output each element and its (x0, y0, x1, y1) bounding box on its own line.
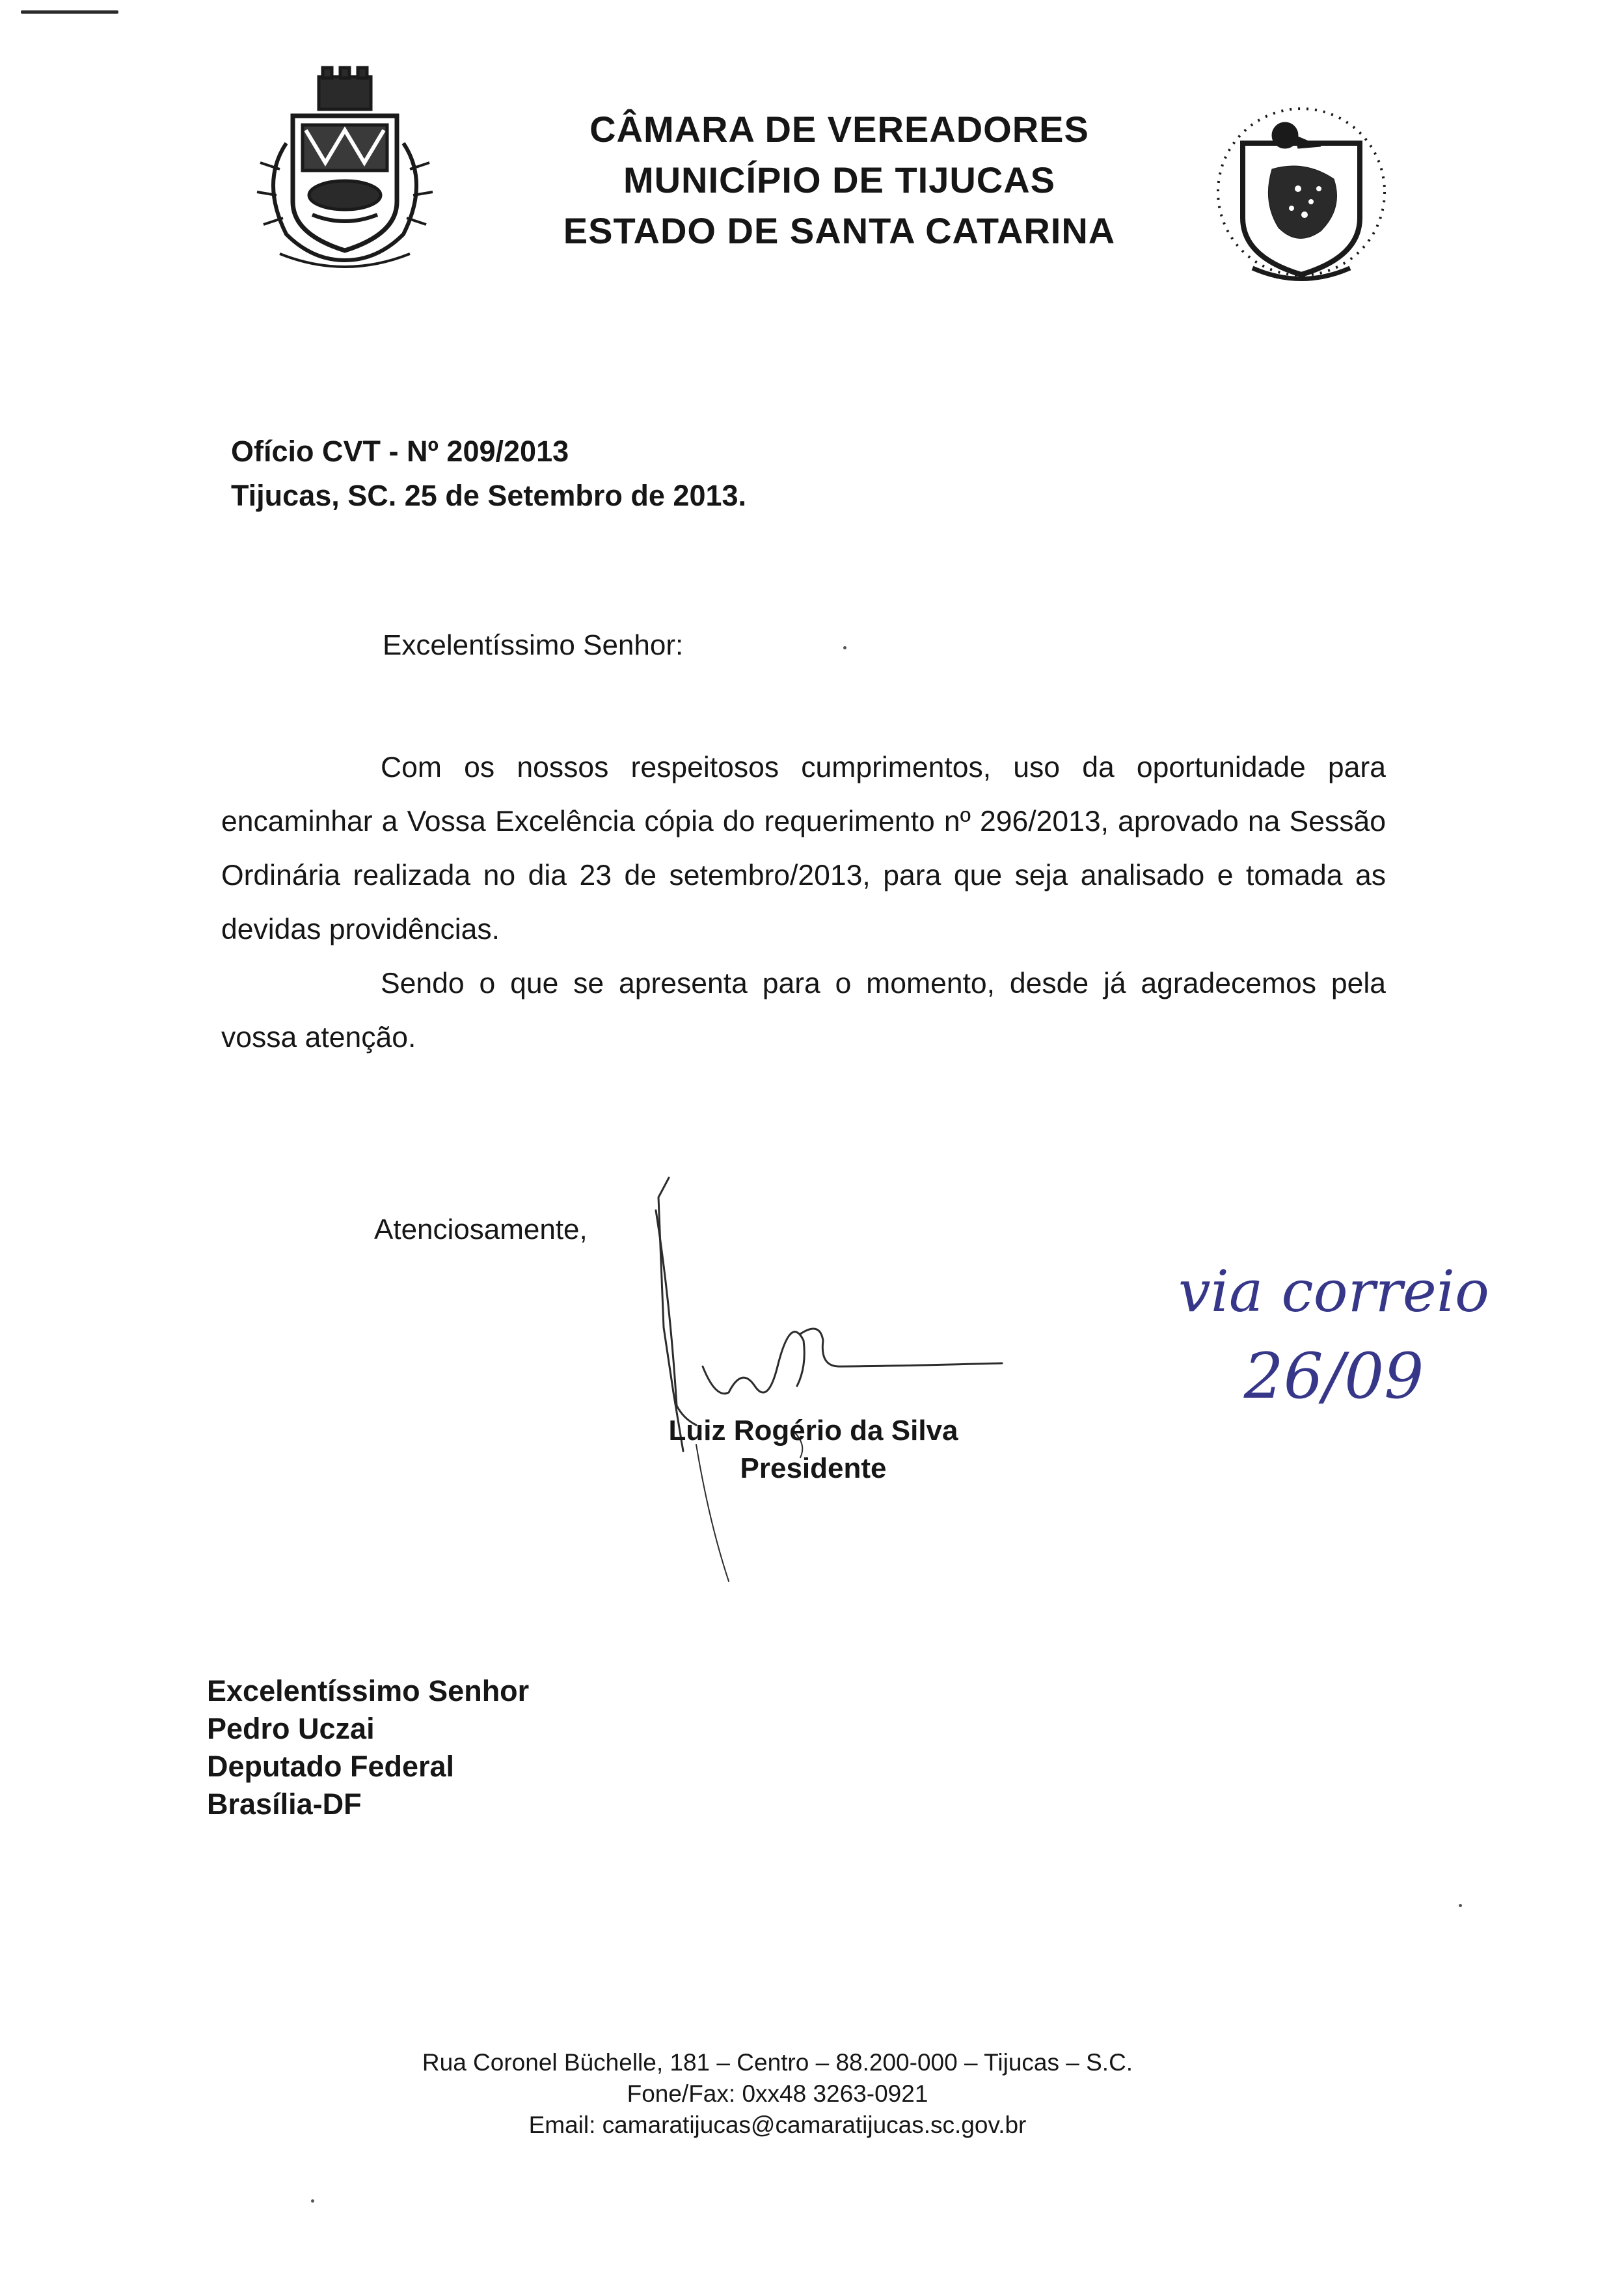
footer-phone: Fone/Fax: 0xx48 3263-0921 (627, 2080, 928, 2107)
addressee-line-2: Pedro Uczai (207, 1712, 375, 1745)
letterhead-line-3: ESTADO DE SANTA CATARINA (563, 210, 1116, 251)
footer-email: Email: camaratijucas@camaratijucas.sc.gov.br (528, 2112, 1027, 2138)
body-paragraph-1: Com os nossos respeitosos cumprimentos, uso da oportunidade para encaminhar a Vossa Excelência cópia do requerimento nº 296/2013, aprovado na Sessão Ordinária realizada no dia 23 de setembro/2013, para que seja analisado e tomada as devidas providências. (221, 752, 1386, 945)
letterhead-line-2: MUNICÍPIO DE TIJUCAS (623, 159, 1056, 200)
reference-block (231, 429, 746, 518)
letterhead-title (494, 104, 1184, 256)
closing: Atenciosamente, (374, 1214, 588, 1245)
salutation: Excelentíssimo Senhor: (383, 629, 684, 661)
footer (338, 2047, 1217, 2141)
signer-block (586, 1412, 1041, 1487)
scan-artifact (21, 10, 118, 14)
signer-name: Luiz Rogério da Silva (668, 1415, 958, 1447)
scan-speck (311, 2199, 314, 2203)
footer-address: Rua Coronel Büchelle, 181 – Centro – 88.200-000 – Tijucas – S.C. (422, 2049, 1133, 2076)
body-paragraph-2: Sendo o que se apresenta para o momento, desde já agradecemos pela vossa atenção. (221, 968, 1386, 1053)
handwritten-note-line-1: via correio (1178, 1258, 1489, 1325)
letterhead-line-1: CÂMARA DE VEREADORES (589, 109, 1089, 150)
legislative-seal-icon (1207, 98, 1396, 293)
handwritten-note-line-2: 26/09 (1243, 1340, 1424, 1413)
addressee-block (207, 1672, 529, 1823)
signer-title: Presidente (740, 1452, 887, 1484)
signature-icon (644, 1171, 1035, 1588)
addressee-line-4: Brasília-DF (207, 1787, 362, 1821)
addressee-line-1: Excelentíssimo Senhor (207, 1674, 530, 1707)
letter-body (221, 740, 1386, 1065)
handwritten-note (1152, 1253, 1516, 1467)
scan-speck (1459, 1904, 1462, 1907)
addressee-line-3: Deputado Federal (207, 1750, 455, 1783)
municipal-coat-of-arms-icon (241, 65, 449, 273)
document-number: Ofício CVT - Nº 209/2013 (231, 435, 569, 468)
place-and-date: Tijucas, SC. 25 de Setembro de 2013. (231, 479, 747, 512)
scan-speck (843, 646, 846, 649)
